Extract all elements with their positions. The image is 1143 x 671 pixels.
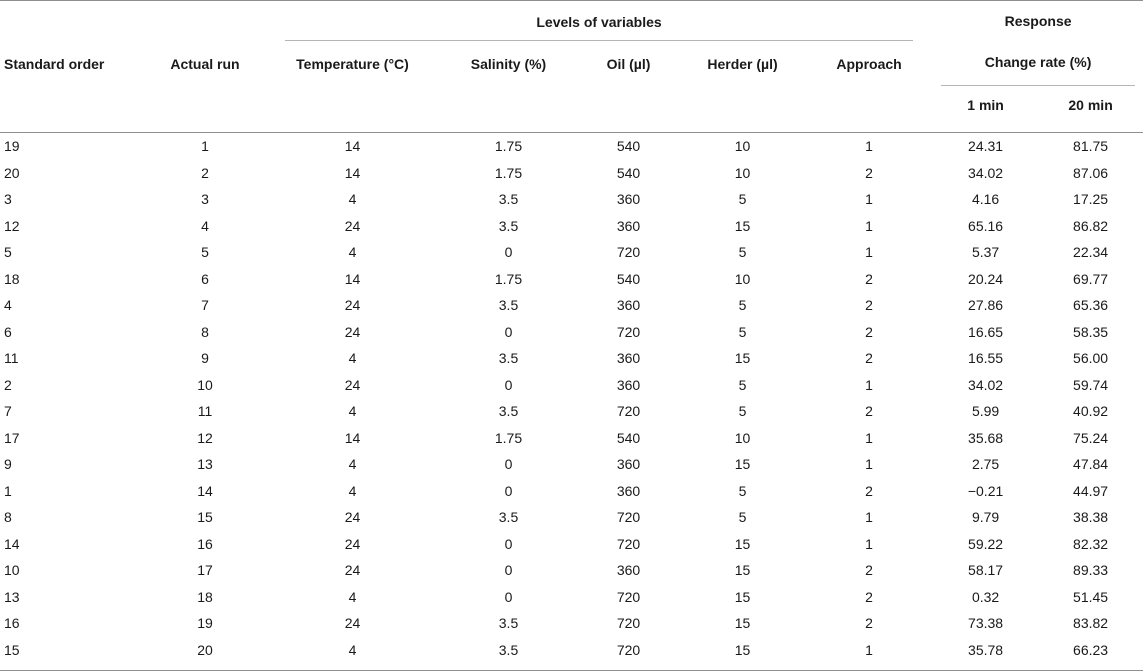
cell-temperature: 24 xyxy=(344,562,361,579)
cell-change-1-min: 9.79 xyxy=(971,509,1000,526)
table-row xyxy=(0,425,1143,452)
cell-herder: 15 xyxy=(734,217,751,234)
cell-change-1-min: 0.32 xyxy=(971,588,1000,605)
cell-salinity: 0 xyxy=(504,376,513,393)
cell-actual-run: 2 xyxy=(201,164,209,181)
cell-oil: 540 xyxy=(616,429,641,446)
table-body xyxy=(0,133,1143,664)
cell-oil: 720 xyxy=(616,323,641,340)
cell-change-1-min: 65.16 xyxy=(968,217,1004,234)
cell-standard-order: 2 xyxy=(4,376,12,393)
cell-actual-run: 12 xyxy=(197,429,213,446)
cell-salinity: 0 xyxy=(504,562,513,579)
cell-approach: 2 xyxy=(865,270,873,287)
cell-change-20-min: 51.45 xyxy=(1073,588,1109,605)
cell-approach: 2 xyxy=(865,482,873,499)
cell-standard-order: 9 xyxy=(4,456,12,473)
cell-standard-order: 15 xyxy=(4,641,20,658)
cell-herder: 15 xyxy=(734,350,751,367)
cell-approach: 2 xyxy=(865,323,873,340)
cell-change-1-min: 5.99 xyxy=(971,403,1000,420)
cell-standard-order: 16 xyxy=(4,615,20,632)
col-temperature: Temperature (°C) xyxy=(296,55,409,72)
cell-herder: 10 xyxy=(734,164,751,181)
col-oil: Oil (µl) xyxy=(606,55,651,72)
cell-standard-order: 10 xyxy=(4,562,20,579)
table-row xyxy=(0,504,1143,531)
cell-approach: 2 xyxy=(865,164,873,181)
cell-actual-run: 19 xyxy=(197,615,213,632)
cell-actual-run: 1 xyxy=(201,138,209,155)
cell-oil: 360 xyxy=(616,482,641,499)
col-1-min: 1 min xyxy=(967,96,1004,113)
cell-approach: 1 xyxy=(865,376,873,393)
cell-herder: 5 xyxy=(738,376,747,393)
cell-oil: 720 xyxy=(616,641,641,658)
cell-herder: 10 xyxy=(734,270,751,287)
cell-salinity: 1.75 xyxy=(494,164,523,181)
cell-change-1-min: −0.21 xyxy=(967,482,1004,499)
header-spacer xyxy=(0,86,933,123)
table-row xyxy=(0,239,1143,266)
cell-standard-order: 7 xyxy=(4,403,12,420)
cell-change-1-min: 34.02 xyxy=(968,376,1004,393)
cell-change-20-min: 58.35 xyxy=(1073,323,1109,340)
cell-herder: 5 xyxy=(738,191,747,208)
cell-oil: 720 xyxy=(616,615,641,632)
cell-oil: 360 xyxy=(616,350,641,367)
cell-change-1-min: 4.16 xyxy=(971,191,1000,208)
cell-oil: 360 xyxy=(616,217,641,234)
table-row xyxy=(0,398,1143,425)
table-row xyxy=(0,557,1143,584)
cell-salinity: 3.5 xyxy=(498,641,519,658)
col-approach: Approach xyxy=(836,55,902,72)
cell-change-20-min: 44.97 xyxy=(1073,482,1109,499)
cell-standard-order: 11 xyxy=(4,350,19,367)
cell-standard-order: 14 xyxy=(4,535,20,552)
cell-temperature: 4 xyxy=(348,588,357,605)
table-row xyxy=(0,133,1143,160)
levels-of-variables-header: Levels of variables xyxy=(265,1,933,42)
cell-standard-order: 3 xyxy=(4,191,12,208)
cell-change-20-min: 83.82 xyxy=(1073,615,1109,632)
table-row xyxy=(0,531,1143,558)
cell-change-20-min: 56.00 xyxy=(1073,350,1109,367)
cell-approach: 1 xyxy=(865,217,873,234)
cell-salinity: 0 xyxy=(504,323,513,340)
cell-actual-run: 17 xyxy=(197,562,213,579)
cell-temperature: 14 xyxy=(344,429,361,446)
cell-change-1-min: 34.02 xyxy=(968,164,1004,181)
cell-salinity: 3.5 xyxy=(498,509,519,526)
cell-actual-run: 11 xyxy=(197,403,213,420)
cell-salinity: 3.5 xyxy=(498,191,519,208)
cell-approach: 2 xyxy=(865,615,873,632)
table-row xyxy=(0,584,1143,611)
table-row xyxy=(0,345,1143,372)
cell-actual-run: 9 xyxy=(201,350,209,367)
cell-standard-order: 8 xyxy=(4,509,12,526)
cell-oil: 540 xyxy=(616,138,641,155)
cell-temperature: 14 xyxy=(344,138,361,155)
cell-temperature: 4 xyxy=(348,191,357,208)
cell-salinity: 3.5 xyxy=(498,297,519,314)
cell-herder: 5 xyxy=(738,509,747,526)
cell-herder: 5 xyxy=(738,323,747,340)
cell-change-1-min: 27.86 xyxy=(968,297,1004,314)
cell-salinity: 3.5 xyxy=(498,350,519,367)
cell-actual-run: 6 xyxy=(201,270,209,287)
cell-oil: 720 xyxy=(616,509,641,526)
cell-change-20-min: 81.75 xyxy=(1073,138,1109,155)
cell-actual-run: 3 xyxy=(201,191,209,208)
cell-oil: 540 xyxy=(616,164,641,181)
cell-change-20-min: 22.34 xyxy=(1073,244,1109,261)
change-rate-header: Change rate (%) xyxy=(933,41,1143,86)
cell-herder: 15 xyxy=(734,588,751,605)
cell-temperature: 4 xyxy=(348,641,357,658)
cell-change-1-min: 58.17 xyxy=(968,562,1004,579)
col-actual-run: Actual run xyxy=(170,55,240,72)
cell-standard-order: 1 xyxy=(4,482,12,499)
cell-salinity: 1.75 xyxy=(494,270,523,287)
cell-change-20-min: 17.25 xyxy=(1073,191,1109,208)
cell-change-20-min: 40.92 xyxy=(1073,403,1109,420)
cell-approach: 2 xyxy=(865,403,873,420)
cell-herder: 5 xyxy=(738,403,747,420)
cell-approach: 2 xyxy=(865,562,873,579)
table-row xyxy=(0,319,1143,346)
cell-approach: 1 xyxy=(865,429,873,446)
cell-salinity: 0 xyxy=(504,588,513,605)
cell-temperature: 24 xyxy=(344,615,361,632)
cell-oil: 720 xyxy=(616,403,641,420)
cell-approach: 1 xyxy=(865,535,873,552)
cell-standard-order: 17 xyxy=(4,429,20,446)
cell-salinity: 3.5 xyxy=(498,217,519,234)
cell-temperature: 4 xyxy=(348,482,357,499)
cell-temperature: 4 xyxy=(348,244,357,261)
header-spacer xyxy=(145,1,265,42)
cell-standard-order: 18 xyxy=(4,270,20,287)
cell-standard-order: 13 xyxy=(4,588,20,605)
col-20-min: 20 min xyxy=(1068,96,1113,113)
cell-change-1-min: 24.31 xyxy=(968,138,1004,155)
cell-change-20-min: 82.32 xyxy=(1073,535,1109,552)
cell-change-1-min: 20.24 xyxy=(968,270,1004,287)
cell-herder: 15 xyxy=(734,615,751,632)
cell-change-1-min: 16.65 xyxy=(968,323,1004,340)
table-row xyxy=(0,478,1143,505)
cell-herder: 5 xyxy=(738,297,747,314)
cell-actual-run: 18 xyxy=(197,588,213,605)
cell-herder: 5 xyxy=(738,244,747,261)
table-row xyxy=(0,186,1143,213)
cell-herder: 10 xyxy=(734,429,751,446)
cell-change-1-min: 59.22 xyxy=(968,535,1004,552)
cell-oil: 540 xyxy=(616,270,641,287)
cell-salinity: 3.5 xyxy=(498,615,519,632)
cell-temperature: 24 xyxy=(344,217,361,234)
cell-herder: 15 xyxy=(734,456,751,473)
cell-approach: 1 xyxy=(865,509,873,526)
cell-salinity: 1.75 xyxy=(494,429,523,446)
col-herder: Herder (µl) xyxy=(707,55,778,72)
cell-temperature: 24 xyxy=(344,297,361,314)
cell-oil: 360 xyxy=(616,297,641,314)
cell-change-20-min: 65.36 xyxy=(1073,297,1109,314)
cell-herder: 5 xyxy=(738,482,747,499)
cell-oil: 360 xyxy=(616,191,641,208)
table-row xyxy=(0,160,1143,187)
cell-change-20-min: 69.77 xyxy=(1073,270,1109,287)
cell-temperature: 24 xyxy=(344,376,361,393)
cell-oil: 720 xyxy=(616,244,641,261)
cell-herder: 15 xyxy=(734,641,751,658)
cell-standard-order: 12 xyxy=(4,217,20,234)
table-row xyxy=(0,266,1143,293)
cell-oil: 360 xyxy=(616,376,641,393)
cell-change-20-min: 38.38 xyxy=(1073,509,1109,526)
cell-oil: 360 xyxy=(616,456,641,473)
cell-actual-run: 10 xyxy=(197,376,213,393)
cell-change-1-min: 35.68 xyxy=(968,429,1004,446)
cell-salinity: 0 xyxy=(504,482,513,499)
cell-change-20-min: 59.74 xyxy=(1073,376,1109,393)
cell-change-1-min: 35.78 xyxy=(968,641,1004,658)
cell-standard-order: 4 xyxy=(4,297,12,314)
table-row xyxy=(0,372,1143,399)
cell-salinity: 0 xyxy=(504,535,513,552)
cell-approach: 1 xyxy=(865,191,873,208)
cell-standard-order: 6 xyxy=(4,323,12,340)
cell-approach: 1 xyxy=(865,456,873,473)
cell-change-1-min: 2.75 xyxy=(971,456,1000,473)
cell-actual-run: 4 xyxy=(201,217,209,234)
table-row xyxy=(0,451,1143,478)
cell-actual-run: 8 xyxy=(201,323,209,340)
cell-temperature: 4 xyxy=(348,350,357,367)
cell-approach: 2 xyxy=(865,588,873,605)
cell-actual-run: 5 xyxy=(201,244,209,261)
cell-oil: 720 xyxy=(616,588,641,605)
cell-actual-run: 13 xyxy=(197,456,213,473)
table-row xyxy=(0,292,1143,319)
cell-change-1-min: 5.37 xyxy=(971,244,1000,261)
cell-temperature: 24 xyxy=(344,509,361,526)
cell-herder: 15 xyxy=(734,562,751,579)
cell-change-1-min: 73.38 xyxy=(968,615,1004,632)
cell-standard-order: 19 xyxy=(4,138,20,155)
cell-change-20-min: 66.23 xyxy=(1073,641,1109,658)
cell-actual-run: 15 xyxy=(197,509,213,526)
cell-actual-run: 16 xyxy=(197,535,213,552)
cell-change-20-min: 86.82 xyxy=(1073,217,1109,234)
cell-actual-run: 20 xyxy=(197,641,213,658)
cell-temperature: 24 xyxy=(344,535,361,552)
cell-approach: 1 xyxy=(865,138,873,155)
cell-approach: 1 xyxy=(865,244,873,261)
cell-approach: 2 xyxy=(865,350,873,367)
cell-temperature: 4 xyxy=(348,403,357,420)
col-standard-order: Standard order xyxy=(4,55,105,72)
cell-change-20-min: 47.84 xyxy=(1073,456,1109,473)
cell-oil: 360 xyxy=(616,562,641,579)
cell-oil: 720 xyxy=(616,535,641,552)
table-row xyxy=(0,610,1143,637)
cell-temperature: 14 xyxy=(344,270,361,287)
cell-change-1-min: 16.55 xyxy=(968,350,1004,367)
cell-herder: 15 xyxy=(734,535,751,552)
cell-salinity: 0 xyxy=(504,244,513,261)
cell-standard-order: 20 xyxy=(4,164,20,181)
cell-salinity: 0 xyxy=(504,456,513,473)
header-spacer xyxy=(0,1,145,42)
cell-approach: 2 xyxy=(865,297,873,314)
cell-salinity: 3.5 xyxy=(498,403,519,420)
cell-herder: 10 xyxy=(734,138,751,155)
cell-approach: 1 xyxy=(865,641,873,658)
cell-temperature: 24 xyxy=(344,323,361,340)
cell-salinity: 1.75 xyxy=(494,138,523,155)
response-header: Response xyxy=(1004,13,1072,29)
cell-temperature: 14 xyxy=(344,164,361,181)
cell-change-20-min: 75.24 xyxy=(1073,429,1109,446)
table-row xyxy=(0,637,1143,664)
cell-actual-run: 7 xyxy=(201,297,209,314)
col-salinity: Salinity (%) xyxy=(470,55,547,72)
cell-temperature: 4 xyxy=(348,456,357,473)
cell-change-20-min: 89.33 xyxy=(1073,562,1109,579)
cell-standard-order: 5 xyxy=(4,244,12,261)
cell-change-20-min: 87.06 xyxy=(1073,164,1109,181)
table-row xyxy=(0,213,1143,240)
cell-actual-run: 14 xyxy=(197,482,213,499)
